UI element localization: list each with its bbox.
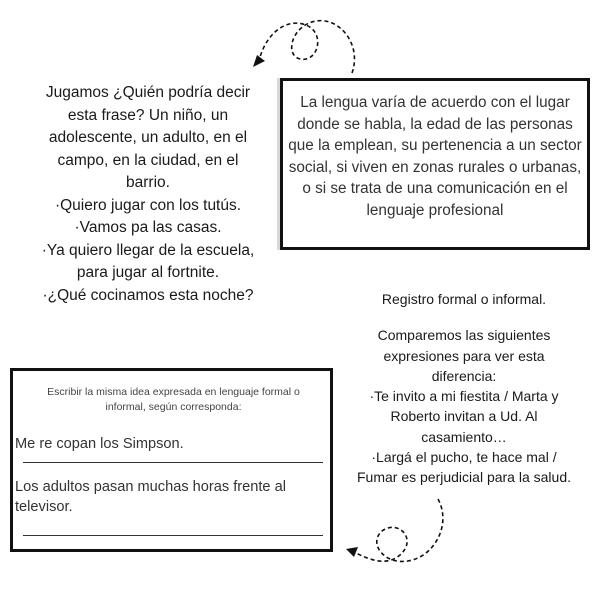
spacer <box>338 309 590 325</box>
text-line: campo, en la ciudad, en el <box>57 151 239 169</box>
section-heading: Registro formal o informal. <box>381 291 547 307</box>
exercise-box <box>10 368 333 552</box>
text-line: ·Quiero jugar con los tutús. <box>54 196 242 214</box>
answer-line[interactable] <box>23 535 323 536</box>
text-line: barrio. <box>126 174 170 191</box>
text-line: ·Vamos pa las casas. <box>74 219 222 236</box>
text-line: expresiones para ver esta <box>383 347 545 364</box>
text-line: ·Ya quiero llegar de la escuela, <box>41 241 255 259</box>
text-line: ·¿Qué cocinamos esta noche? <box>42 286 254 304</box>
text-line: para jugar al fortnite. <box>76 264 220 281</box>
text-line: casamiento… <box>421 428 507 445</box>
curly-arrow-icon <box>338 495 458 580</box>
text-line: Fumar es perjudicial para la salud. <box>357 469 571 486</box>
text-line: Comparemos las siguientes <box>377 327 551 344</box>
definition-text: La lengua varía de acuerdo con el lugar donde se habla, la edad de las personas que la emplean, su pertenencia a un sector social, si viven en zonas rurales o urbanas, o si se trata de una comunicación en el lenguaje profesional <box>288 94 582 219</box>
answer-line[interactable] <box>23 462 323 463</box>
text-line: diferencia: <box>431 367 497 384</box>
exercise-instruction: Escribir la misma idea expresada en lenguaje formal o informal, según corresponda: <box>47 386 300 413</box>
register-text <box>338 289 590 488</box>
intro-text <box>28 82 268 307</box>
text-line: Jugamos ¿Quién podría decir <box>45 84 251 101</box>
exercise-item-2: Los adultos pasan muchas horas frente al televisor. <box>15 479 286 515</box>
definition-box <box>280 78 590 250</box>
text-line: ·Te invito a mi fiestita / Marta y <box>369 388 559 405</box>
text-line: Roberto invitan a Ud. Al <box>390 408 538 425</box>
text-line: ·Largá el pucho, te hace mal / <box>371 449 557 466</box>
text-line: adolescente, un adulto, en el <box>48 129 248 146</box>
text-line: esta frase? Un niño, un <box>67 106 229 124</box>
exercise-item-1: Me re copan los Simpson. <box>15 436 184 452</box>
curly-arrow-icon <box>240 5 370 85</box>
